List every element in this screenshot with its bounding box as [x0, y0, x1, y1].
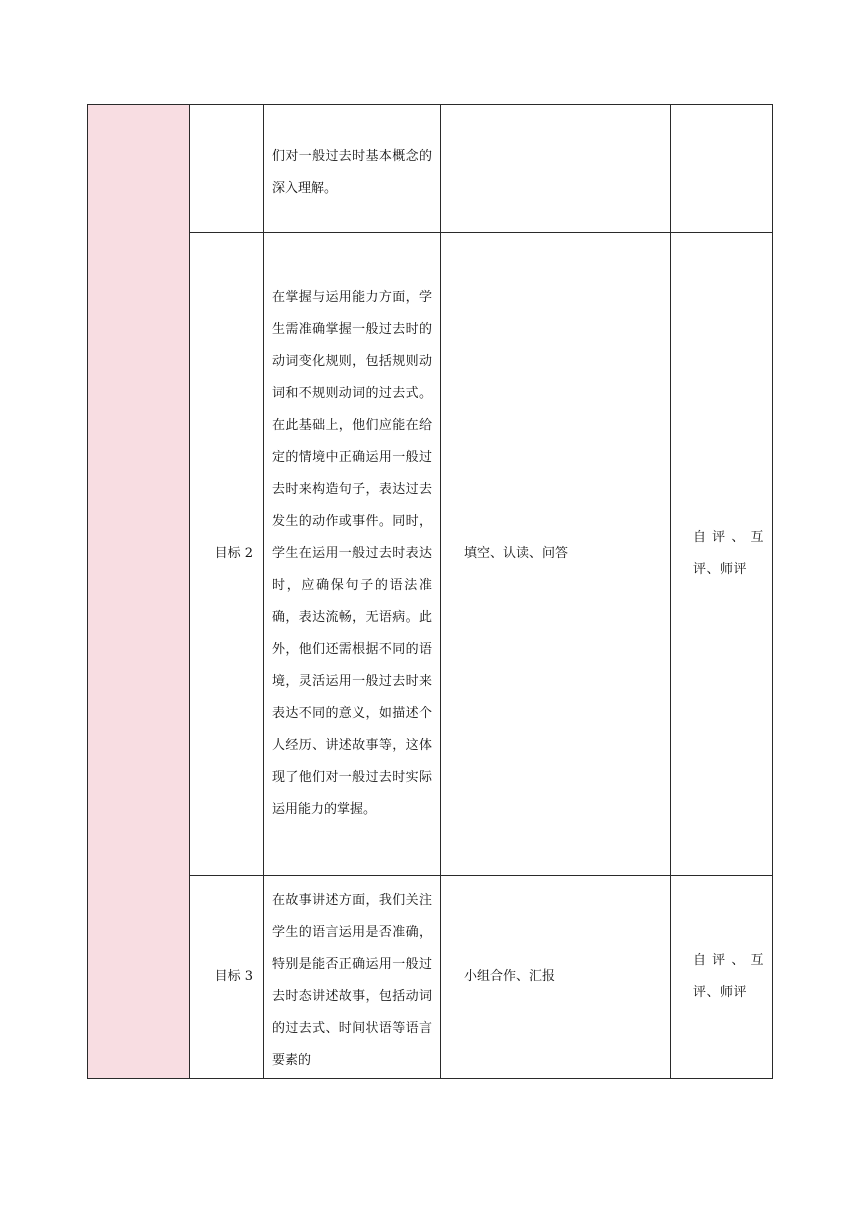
assessment-method: 填空、认读、问答	[441, 233, 671, 876]
table-row	[88, 876, 773, 1079]
evaluation-table	[87, 104, 773, 1079]
goal-content: 在故事讲述方面，我们关注学生的语言运用是否准确，特别是能否正确运用一般过去时态讲述故事，包括动词的过去式、时间状语等语言要素的	[264, 876, 441, 1079]
table-row	[88, 233, 773, 876]
evaluation-method	[671, 876, 773, 1079]
evaluation-text: 自评、互评、师评	[693, 530, 764, 577]
evaluation-method	[671, 105, 773, 233]
goal-content: 在掌握与运用能力方面，学生需准确掌握一般过去时的动词变化规则，包括规则动词和不规则动词的过去式。在此基础上，他们应能在给定的情境中正确运用一般过去时来构造句子，表达过去发生的动作或事件。同时，学生在运用一般过去时表达时，应确保句子的语法准确，表达流畅，无语病。此外，他们还需根据不同的语境，灵活运用一般过去时来表达不同的意义，如描述个人经历、讲述故事等，这体现了他们对一般过去时实际运用能力的掌握。	[264, 233, 441, 876]
assessment-method: 小组合作、汇报	[441, 876, 671, 1079]
evaluation-method	[671, 233, 773, 876]
table-row	[88, 105, 773, 233]
goal-label: 目标 2	[190, 233, 264, 876]
evaluation-text: 自评、互评、师评	[693, 953, 764, 1000]
goal-content: 们对一般过去时基本概念的深入理解。	[264, 105, 441, 233]
category-cell	[88, 105, 190, 1079]
goal-label: 目标 3	[190, 876, 264, 1079]
goal-label	[190, 105, 264, 233]
assessment-method	[441, 105, 671, 233]
